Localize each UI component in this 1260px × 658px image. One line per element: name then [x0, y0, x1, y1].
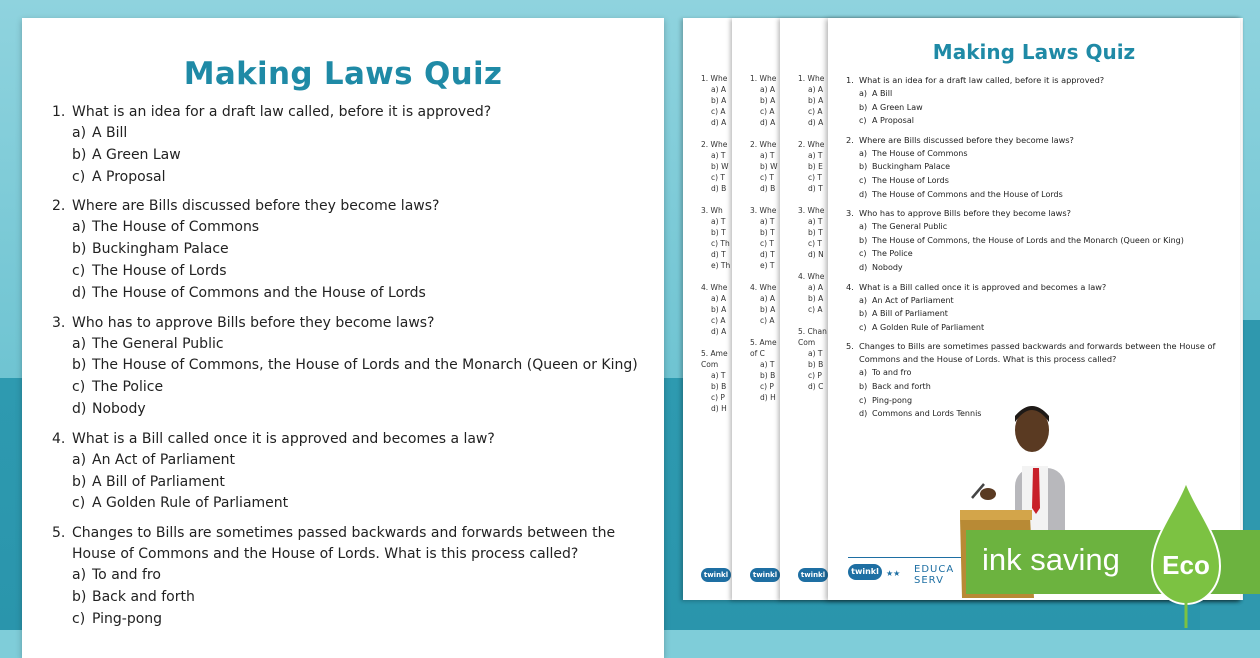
stacked-line: a) T [760, 151, 775, 160]
stacked-line: b) B [760, 371, 776, 380]
stacked-line: d) T [760, 250, 775, 259]
stacked-line: d) N [808, 250, 824, 259]
stacked-line: d) H [760, 393, 776, 402]
question-text [846, 340, 1226, 366]
option-text: The House of Commons [872, 148, 968, 158]
question-number: 3. [846, 208, 854, 219]
option-text: An Act of Parliament [872, 295, 954, 305]
option-text: The Police [872, 249, 913, 259]
option-text: The House of Commons, the House of Lords and the Monarch (Queen or King) [92, 357, 638, 374]
stacked-line: c) T [808, 239, 823, 248]
stacked-line [701, 271, 730, 282]
answer-option [52, 167, 642, 189]
stacked-line: a) A [760, 294, 776, 303]
option-text: The Police [92, 379, 164, 396]
stacked-line: d) B [711, 184, 727, 193]
tie [1032, 468, 1040, 514]
stacked-line: c) P [808, 371, 822, 380]
question-number: 3. [52, 314, 66, 331]
question-text [52, 313, 642, 334]
question-3 [52, 313, 642, 421]
option-text: A Bill [872, 89, 893, 98]
option-text: The House of Commons and the House of Lords [92, 284, 426, 301]
stacked-line: d) C [808, 382, 824, 391]
answer-option [52, 283, 642, 305]
option-text: An Act of Parliament [92, 451, 235, 468]
option-text: A Green Law [872, 102, 923, 112]
stacked-line: b) A [760, 305, 776, 314]
stacked-line: d) T [808, 184, 823, 193]
question-text [846, 281, 1226, 294]
stacked-line: e) T [760, 261, 775, 270]
eco-drop-icon [1148, 480, 1224, 630]
stacked-line: 4. Whe [750, 283, 777, 292]
stacked-line: Com [701, 360, 719, 369]
stacked-page-1-text [701, 73, 730, 414]
option-letter: c) [859, 249, 867, 259]
answer-option [52, 217, 642, 239]
question-body: Where are Bills discussed before they become laws? [72, 198, 440, 215]
drop-shape [1152, 482, 1220, 604]
answer-option [846, 174, 1226, 188]
stacked-line: d) H [711, 404, 727, 413]
stacked-line [750, 128, 778, 139]
question-body: What is a Bill called once it is approved and becomes a law? [859, 281, 1107, 292]
option-text: The House of Commons and the House of Lords [872, 189, 1063, 199]
option-text: To and fro [92, 567, 161, 584]
answer-option [846, 147, 1226, 161]
question-number: 4. [52, 430, 66, 447]
question-text [52, 523, 642, 565]
option-letter: c) [859, 175, 867, 185]
option-letter: b) [72, 588, 87, 605]
option-letter: b) [859, 102, 868, 112]
preview-title: Making Laws Quiz [932, 40, 1136, 64]
stacked-line: d) A [760, 118, 776, 127]
ink-saving-label: ink saving [982, 542, 1120, 577]
twinkl-logo: twinkl [798, 568, 828, 582]
question-number: 5. [846, 341, 854, 352]
question-number: 1. [52, 104, 66, 120]
option-letter: c) [859, 116, 867, 126]
stacked-line: c) T [760, 173, 775, 182]
question-body: Changes to Bills are sometimes passed backwards and forwards between the House of Commons and the House of Lords. What is this process called? [72, 525, 616, 563]
question-2 [846, 134, 1226, 201]
option-text: Back and forth [92, 588, 195, 605]
stacked-line: 2. Whe [750, 140, 777, 149]
stacked-line: c) T [711, 173, 726, 182]
question-4 [846, 281, 1226, 335]
question-5 [52, 523, 642, 630]
option-text: The House of Lords [92, 262, 227, 279]
answer-option [52, 399, 642, 421]
option-letter: c) [859, 395, 867, 405]
option-letter: d) [859, 189, 868, 199]
answer-option [846, 87, 1226, 101]
question-text [846, 207, 1226, 220]
option-text: Buckingham Palace [92, 241, 229, 258]
question-number: 4. [846, 281, 854, 292]
stacked-line: a) A [711, 294, 727, 303]
twinkl-logo: twinkl [848, 564, 882, 580]
answer-option [846, 114, 1226, 128]
stacked-line: 3. Wh [701, 206, 723, 215]
option-letter: a) [72, 219, 87, 236]
answer-option [846, 101, 1226, 115]
option-letter: b) [859, 162, 868, 172]
option-text: To and fro [872, 368, 912, 378]
question-body: What is a Bill called once it is approved and becomes a law? [72, 430, 495, 447]
answer-option [52, 123, 642, 145]
stacked-line: a) A [808, 85, 824, 94]
stacked-line: a) T [711, 217, 726, 226]
stacked-line [750, 326, 778, 337]
option-letter: b) [859, 309, 868, 319]
answer-option [52, 565, 642, 587]
stacked-line: b) A [711, 305, 727, 314]
stacked-line [750, 271, 778, 282]
stacked-line: of C [750, 349, 765, 358]
answer-option [52, 587, 642, 609]
twinkl-logo: twinkl [701, 568, 731, 582]
option-letter: b) [72, 357, 87, 374]
option-letter: c) [72, 262, 86, 279]
stacked-line: d) A [808, 118, 824, 127]
stacked-line [798, 260, 827, 271]
stacked-line: 1. Whe [750, 74, 777, 83]
option-letter: a) [859, 148, 868, 158]
stacked-line [701, 128, 730, 139]
stacked-line: a) T [808, 151, 823, 160]
stacked-line [701, 194, 730, 205]
option-text: Nobody [872, 262, 903, 272]
answer-option [846, 294, 1226, 308]
question-4 [52, 429, 642, 515]
hands [980, 488, 996, 500]
answer-option [846, 366, 1226, 380]
question-body: Changes to Bills are sometimes passed backwards and forwards between the House of Commons and the House of Lords. What is this process called? [859, 341, 1216, 365]
answer-option [52, 377, 642, 399]
stacked-line [750, 194, 778, 205]
question-text [846, 74, 1226, 87]
option-letter: b) [859, 235, 868, 245]
stacked-line: b) B [808, 360, 824, 369]
stacked-line: d) B [760, 184, 776, 193]
edu-line-1: EDUCA [914, 564, 955, 575]
answer-option [846, 160, 1226, 174]
stacked-line: c) A [760, 316, 775, 325]
stacked-line: b) T [760, 228, 775, 237]
stacked-line: b) T [808, 228, 823, 237]
stacked-line: d) T [711, 250, 726, 259]
question-body: What is an idea for a draft law called, before it is approved? [859, 75, 1105, 85]
option-letter: c) [72, 610, 86, 627]
stacked-line: b) B [711, 382, 727, 391]
option-text: The House of Commons, the House of Lords and the Monarch (Queen or King) [872, 235, 1184, 245]
answer-option [52, 261, 642, 283]
stacked-line: c) T [760, 239, 775, 248]
option-text: Buckingham Palace [872, 162, 951, 172]
stacked-line: d) A [711, 118, 727, 127]
preview-question-list [846, 74, 1226, 427]
stacked-page-2-text [750, 73, 778, 403]
option-letter: b) [72, 473, 87, 490]
twinkl-logo: twinkl [750, 568, 780, 582]
option-text: Commons and Lords Tennis [872, 409, 982, 419]
option-text: Nobody [92, 400, 146, 417]
option-text: A Green Law [92, 146, 181, 163]
answer-option [52, 355, 642, 377]
stacked-line: 2. Whe [701, 140, 728, 149]
question-3 [846, 207, 1226, 274]
page-title: Making Laws Quiz [183, 56, 503, 92]
stacked-line: b) A [760, 96, 776, 105]
stacked-line: d) A [711, 327, 727, 336]
option-letter: b) [72, 146, 87, 163]
stacked-line: c) A [711, 107, 726, 116]
answer-option [846, 261, 1226, 275]
stacked-line: 1. Whe [701, 74, 728, 83]
stacked-line: c) Th [711, 239, 730, 248]
option-letter: a) [859, 89, 868, 98]
answer-option [52, 493, 642, 515]
eco-badge-text: Eco [1162, 550, 1210, 580]
option-text: The General Public [92, 335, 224, 352]
question-number: 2. [846, 134, 854, 145]
stacked-line: c) A [760, 107, 775, 116]
option-letter: a) [72, 125, 87, 141]
option-text: Ping-pong [92, 610, 163, 627]
answer-option [846, 380, 1226, 394]
stacked-line: b) A [808, 96, 824, 105]
stacked-line: a) T [808, 217, 823, 226]
option-letter: c) [859, 322, 867, 332]
answer-option [846, 247, 1226, 261]
stacked-line: b) W [711, 162, 729, 171]
option-letter: d) [859, 262, 868, 272]
question-number: 5. [52, 525, 66, 542]
option-letter: a) [859, 368, 868, 378]
stacked-line: b) T [711, 228, 726, 237]
answer-option [846, 234, 1226, 248]
stacked-line: b) E [808, 162, 823, 171]
question-1 [846, 74, 1226, 128]
stacked-line: c) A [711, 316, 726, 325]
stacked-line: 2. Whe [798, 140, 825, 149]
option-text: A Proposal [92, 168, 166, 185]
stacked-line: 5. Ame [750, 338, 777, 347]
stacked-line: 4. Whe [701, 283, 728, 292]
lectern-top [960, 510, 1032, 520]
question-text [52, 196, 642, 217]
option-letter: c) [72, 495, 86, 512]
option-text: The House of Commons [92, 219, 260, 236]
option-letter: d) [72, 284, 87, 301]
option-letter: b) [859, 381, 868, 391]
option-letter: a) [72, 451, 87, 468]
stacked-line: a) T [760, 360, 775, 369]
quiz-page-main [22, 18, 664, 658]
option-letter: a) [859, 295, 868, 305]
answer-option [52, 239, 642, 261]
stacked-line [798, 194, 827, 205]
stacked-line: c) A [808, 305, 823, 314]
option-letter: a) [72, 335, 87, 352]
question-text [52, 102, 642, 123]
question-text [846, 134, 1226, 147]
education-services-logo [914, 564, 954, 586]
question-list [52, 102, 642, 639]
stacked-line: 5. Chan [798, 327, 827, 336]
option-text: A Bill [92, 125, 128, 141]
option-letter: d) [859, 409, 868, 419]
stacked-line: 3. Whe [750, 206, 777, 215]
option-text: Back and forth [872, 381, 931, 391]
answer-option [52, 609, 642, 631]
answer-option [52, 145, 642, 167]
answer-option [846, 220, 1226, 234]
stacked-line: b) A [711, 96, 727, 105]
option-text: A Golden Rule of Parliament [92, 495, 289, 512]
answer-option [52, 472, 642, 494]
question-1 [52, 102, 642, 188]
stacked-page-3-text [798, 73, 827, 392]
option-letter: a) [72, 567, 87, 584]
answer-option [846, 321, 1226, 335]
question-number: 1. [846, 75, 854, 85]
option-text: A Proposal [872, 116, 914, 126]
option-text: A Golden Rule of Parliament [872, 322, 985, 332]
stacked-line: 1. Whe [798, 74, 825, 83]
stacked-line: a) A [808, 283, 824, 292]
option-text: The General Public [872, 222, 948, 232]
stacked-line: c) A [808, 107, 823, 116]
stacked-line: Com [798, 338, 816, 347]
option-text: The House of Lords [872, 175, 949, 185]
stacked-line [798, 315, 827, 326]
stacked-line: a) A [711, 85, 727, 94]
stacked-line: 5. Ame [701, 349, 728, 358]
question-body: Who has to approve Bills before they become laws? [859, 208, 1071, 219]
stars-icon: ★★ [886, 569, 901, 578]
stacked-line: a) T [760, 217, 775, 226]
option-text: A Bill of Parliament [92, 473, 225, 490]
option-text: Ping-pong [872, 395, 913, 405]
edu-line-2: SERV [914, 575, 944, 586]
stacked-line: 3. Whe [798, 206, 825, 215]
option-letter: c) [72, 379, 86, 396]
option-letter: a) [859, 222, 868, 232]
option-text: A Bill of Parliament [872, 309, 948, 319]
question-body: Who has to approve Bills before they become laws? [72, 314, 435, 331]
answer-option [846, 307, 1226, 321]
option-letter: b) [72, 241, 87, 258]
question-2 [52, 196, 642, 304]
option-letter: c) [72, 168, 86, 185]
question-body: What is an idea for a draft law called, before it is approved? [72, 104, 492, 120]
stacked-line [798, 128, 827, 139]
stacked-line: a) T [711, 151, 726, 160]
stacked-line: c) T [808, 173, 823, 182]
stacked-line: c) P [760, 382, 774, 391]
stacked-line: b) W [760, 162, 778, 171]
stacked-line: 4. Whe [798, 272, 825, 281]
answer-option [846, 188, 1226, 202]
stacked-line: a) T [808, 349, 823, 358]
question-number: 2. [52, 198, 66, 215]
stacked-line: c) P [711, 393, 725, 402]
option-letter: d) [72, 400, 87, 417]
question-body: Where are Bills discussed before they become laws? [859, 134, 1074, 145]
stacked-line: e) Th [711, 261, 731, 270]
stacked-line [701, 337, 730, 348]
answer-option [52, 450, 642, 472]
stacked-line: a) A [760, 85, 776, 94]
stacked-line: b) A [808, 294, 824, 303]
answer-option [52, 334, 642, 356]
question-text [52, 429, 642, 450]
stacked-line: a) T [711, 371, 726, 380]
